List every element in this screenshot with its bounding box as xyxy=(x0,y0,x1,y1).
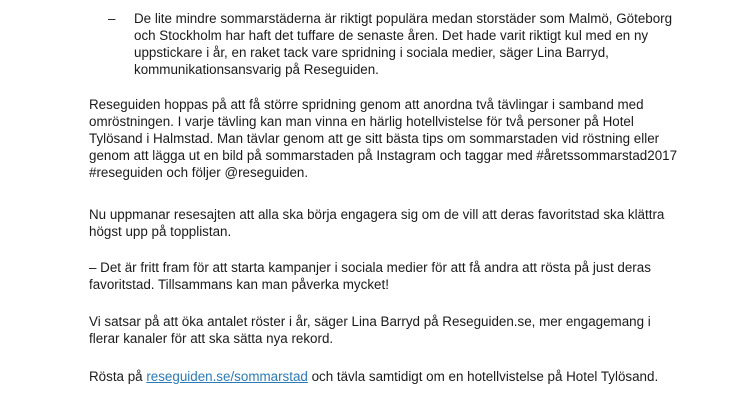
paragraph-votes: Vi satsar på att öka antalet röster i år, säger Lina Barryd på Reseguiden.se, mer engagemang i flerar kanaler för att ska sätta nya rekord. xyxy=(89,314,651,346)
paragraph-vote-link xyxy=(89,368,681,385)
paragraph-competition: Reseguiden hoppas på att få större spridning genom att anordna två tävlingar i samband med omröstningen. I varje tävling kan man vinna en härlig hotellvistelse för två personer på Hotel Tylösand i Halmstad. Man tävlar genom att ge sitt bästa tips om sommarstaden vid röstning eller genom att lägga ut en bild på sommarstaden på Instagram och taggar med #åretssommarstad2017 #reseguiden och följer @reseguiden. xyxy=(89,97,678,180)
sommarstad-link[interactable]: reseguiden.se/sommarstad xyxy=(146,369,308,384)
vote-prefix: Rösta på xyxy=(89,369,147,384)
paragraph-campaign-quote: – Det är fritt fram för att starta kampanjer i sociala medier för att få andra att rösta på just deras favoritstad. Tillsammans kan man påverka mycket! xyxy=(89,260,651,292)
vote-suffix: och tävla samtidigt om en hotellvistelse på Hotel Tylösand. xyxy=(307,369,659,384)
bullet-dash: – xyxy=(108,11,116,26)
quote-text: De lite mindre sommarstäderna är riktigt populära medan storstäder som Malmö, Göteborg och Stockholm har haft det tuffare de senaste åren. Det hade varit riktigt kul med en ny uppstickare i år, en raket tack vare spridning i sociala medier, säger Lina Barryd, kommunikationsansvarig på Reseguiden. xyxy=(134,11,673,77)
paragraph-call-to-action: Nu uppmanar resesajten att alla ska börja engagera sig om de vill att deras favoritstad ska klättra högst upp på topplistan. xyxy=(89,207,665,239)
quote-bullet xyxy=(108,10,680,78)
